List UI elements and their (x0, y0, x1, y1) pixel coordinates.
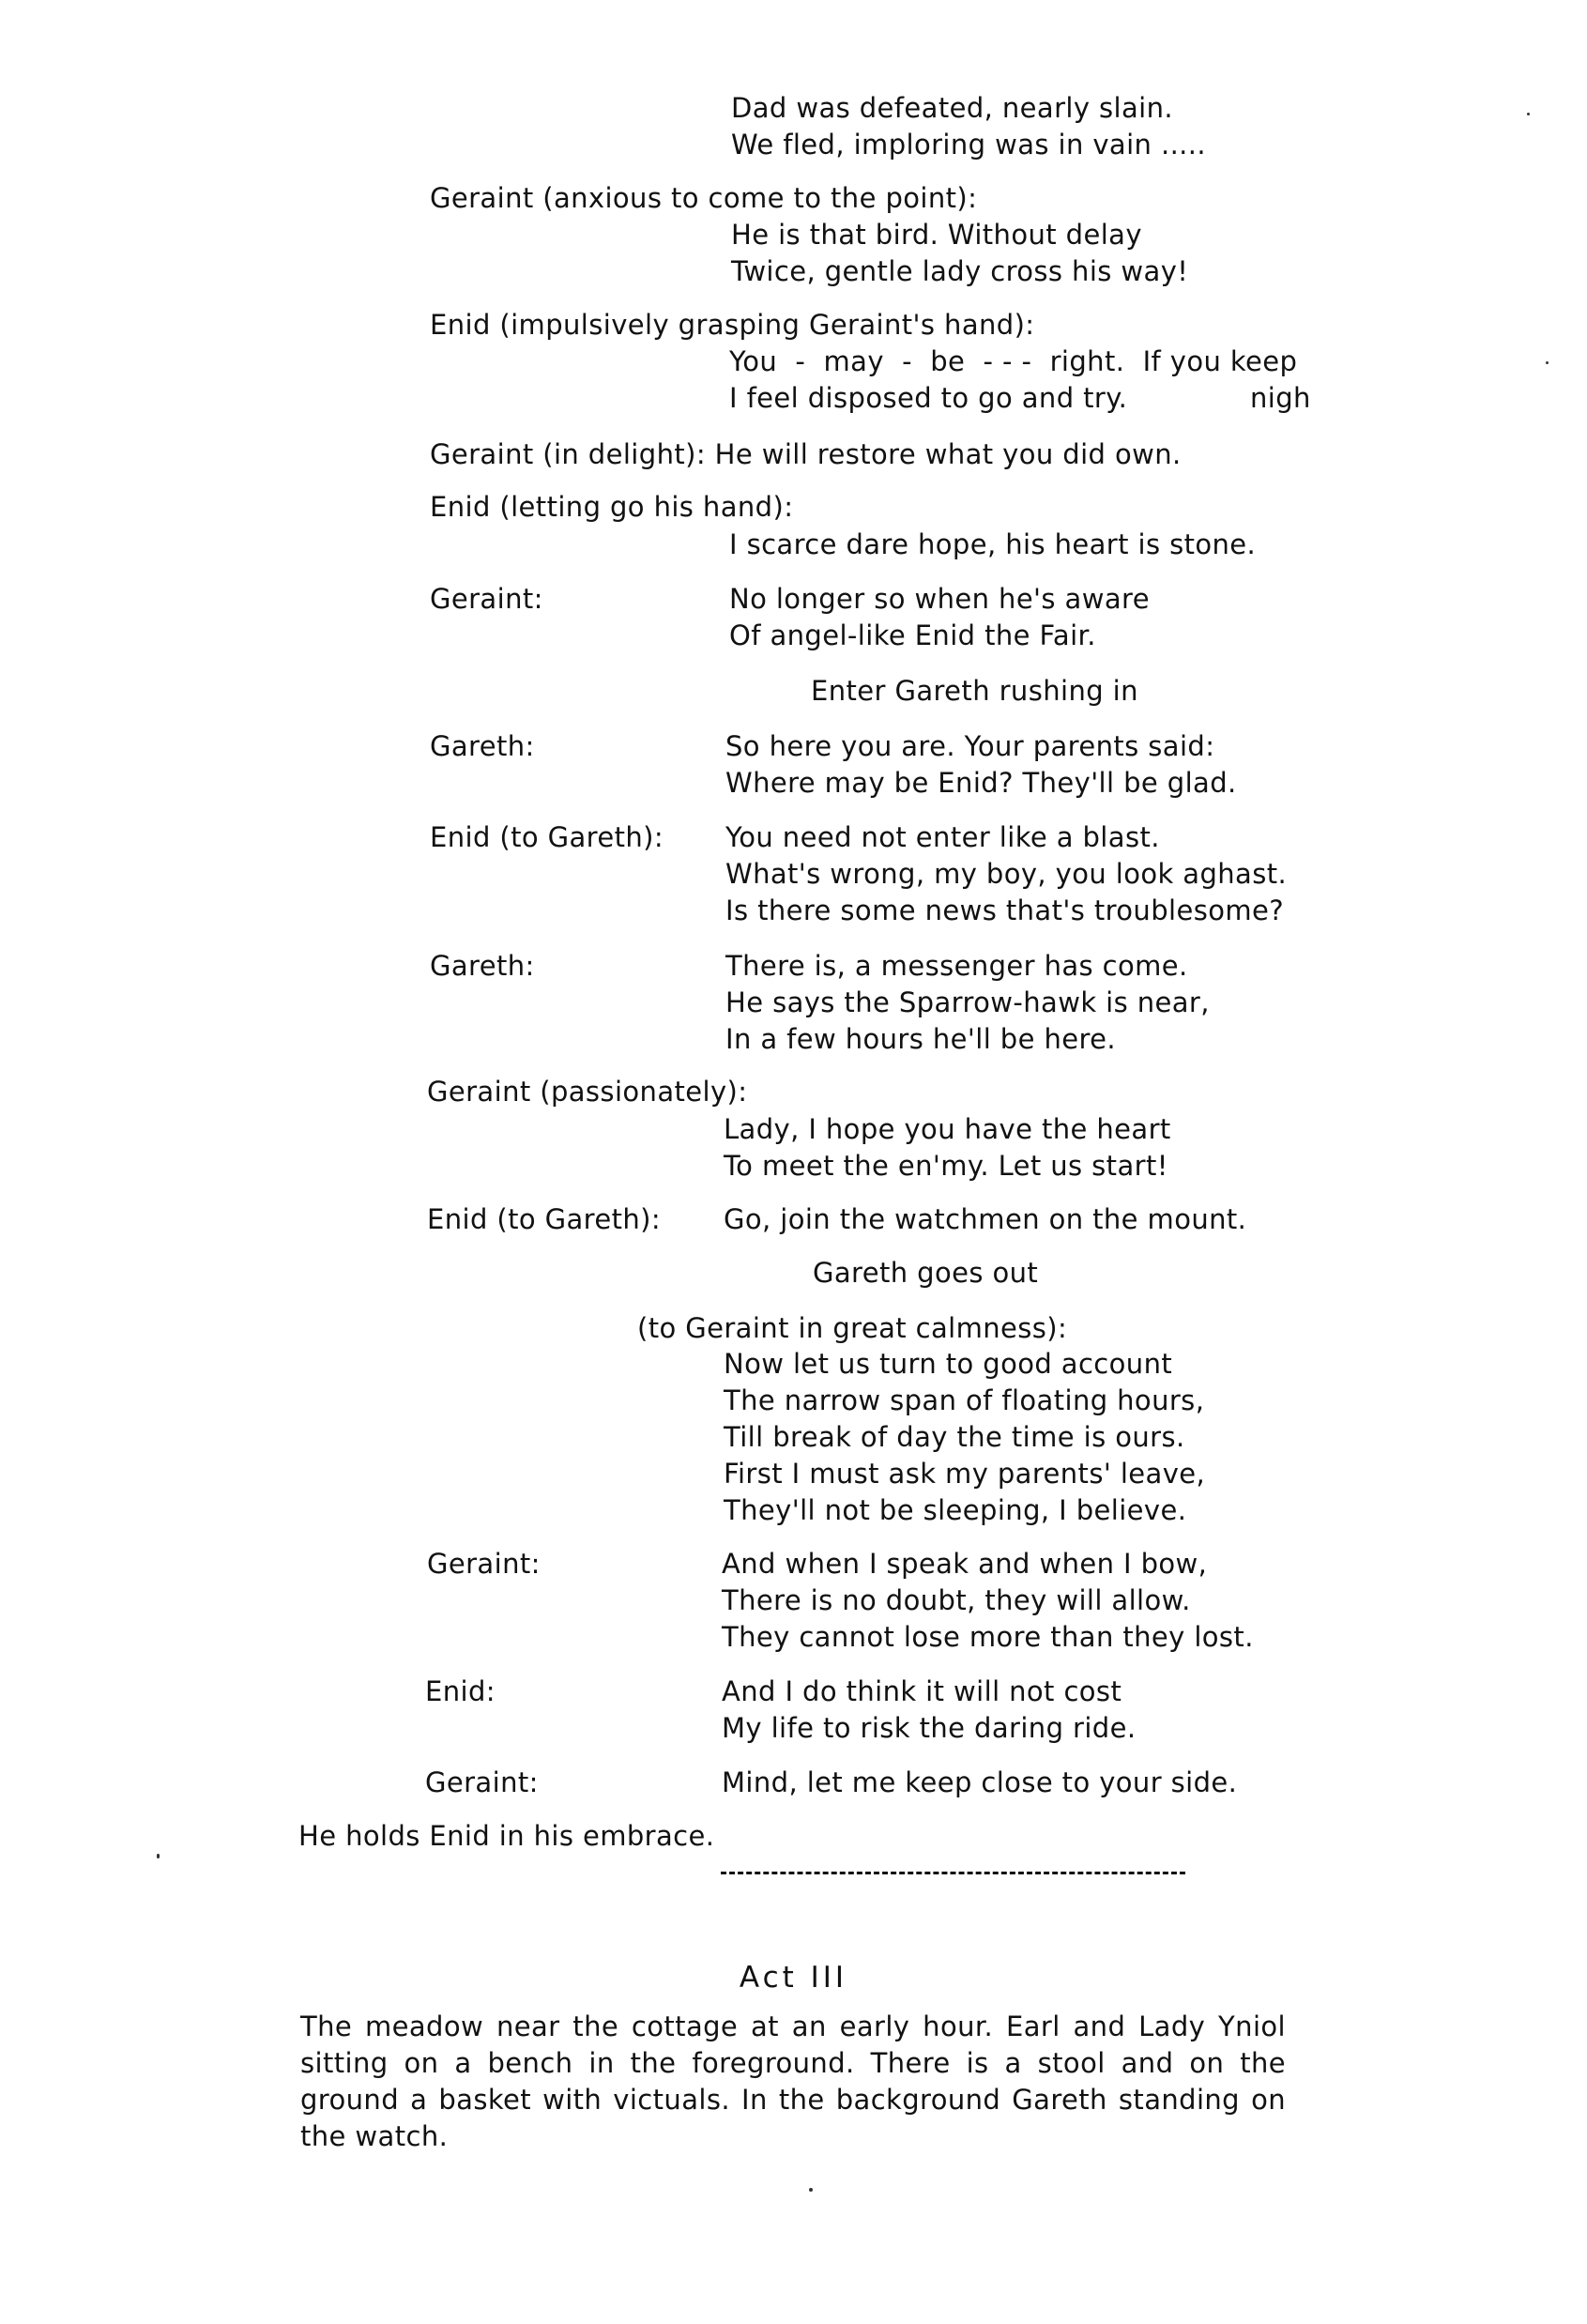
scan-speck (1527, 113, 1530, 115)
stage-direction: Gareth goes out (813, 1257, 1039, 1289)
speaker-direction: Geraint (anxious to come to the point): (430, 182, 978, 214)
verse-line: To meet the en'my. Let us start! (724, 1150, 1168, 1182)
speaker-name: Gareth: (430, 730, 535, 762)
speaker-line: Geraint (in delight): He will restore what you did own. (430, 438, 1182, 470)
verse-line: You need not enter like a blast. (725, 821, 1160, 853)
verse-line-continuation: nigh (1250, 382, 1311, 414)
verse-line: There is no doubt, they will allow. (722, 1584, 1191, 1616)
verse-line: He is that bird. Without delay (731, 219, 1142, 251)
speaker-name: Enid: (425, 1675, 496, 1707)
speaker-name: Enid (to Gareth): (430, 821, 664, 853)
verse-line: Dad was defeated, nearly slain. (731, 92, 1174, 124)
speaker-name: Enid (to Gareth): (427, 1203, 662, 1235)
verse-line: Now let us turn to good account (724, 1348, 1173, 1380)
scan-speck (1546, 361, 1549, 364)
verse-line: Of angel-like Enid the Fair. (729, 619, 1096, 651)
verse-line: I feel disposed to go and try. (729, 382, 1128, 414)
verse-line: And I do think it will not cost (722, 1675, 1122, 1707)
verse-line: Is there some news that's troublesome? (725, 894, 1285, 926)
verse-line: He says the Sparrow-hawk is near, (725, 986, 1210, 1018)
speaker-direction: Geraint (passionately): (427, 1076, 748, 1108)
verse-line: Go, join the watchmen on the mount. (724, 1203, 1247, 1235)
verse-line: There is, a messenger has come. (725, 950, 1188, 982)
verse-line: We fled, imploring was in vain ..... (731, 129, 1207, 161)
verse-line: In a few hours he'll be here. (725, 1023, 1117, 1055)
verse-line: Where may be Enid? They'll be glad. (725, 767, 1237, 799)
verse-line: You - may - be - - - right. If you keep (729, 345, 1298, 377)
stage-direction: He holds Enid in his embrace. (298, 1820, 715, 1852)
speaker-direction: (to Geraint in great calmness): (637, 1312, 1068, 1344)
verse-line: What's wrong, my boy, you look aghast. (725, 858, 1288, 890)
stage-direction: Enter Gareth rushing in (811, 675, 1138, 707)
verse-line: Mind, let me keep close to your side. (722, 1766, 1238, 1798)
verse-line: I scarce dare hope, his heart is stone. (729, 528, 1257, 560)
verse-line: First I must ask my parents' leave, (724, 1458, 1206, 1490)
verse-line: They cannot lose more than they lost. (722, 1621, 1254, 1653)
verse-line: Lady, I hope you have the heart (724, 1113, 1171, 1145)
speaker-name: Gareth: (430, 950, 535, 982)
scan-speck (157, 1854, 160, 1858)
scan-speck (809, 2188, 813, 2192)
speaker-direction: Enid (impulsively grasping Geraint's hand): (430, 309, 1035, 341)
verse-line: My life to risk the daring ride. (722, 1712, 1137, 1744)
verse-line: Till break of day the time is ours. (724, 1421, 1185, 1453)
speaker-direction: Enid (letting go his hand): (430, 491, 794, 523)
speaker-name: Geraint: (425, 1766, 539, 1798)
verse-line: And when I speak and when I bow, (722, 1548, 1208, 1580)
speaker-name: Geraint: (427, 1548, 541, 1580)
dashed-divider (721, 1872, 1185, 1874)
verse-line: They'll not be sleeping, I believe. (724, 1494, 1187, 1526)
verse-line: Twice, gentle lady cross his way! (731, 255, 1189, 287)
verse-line: The narrow span of floating hours, (724, 1384, 1205, 1416)
act-title: Act III (739, 1961, 848, 1995)
speaker-name: Geraint: (430, 583, 543, 615)
verse-line: So here you are. Your parents said: (725, 730, 1215, 762)
act-description: The meadow near the cottage at an early hour. Earl and Lady Yniol sitting on a bench in the foreground. There is a stool and on the ground a basket with victuals. In the background Gareth standing on the watch. (300, 2011, 1286, 2152)
verse-line: No longer so when he's aware (729, 583, 1150, 615)
